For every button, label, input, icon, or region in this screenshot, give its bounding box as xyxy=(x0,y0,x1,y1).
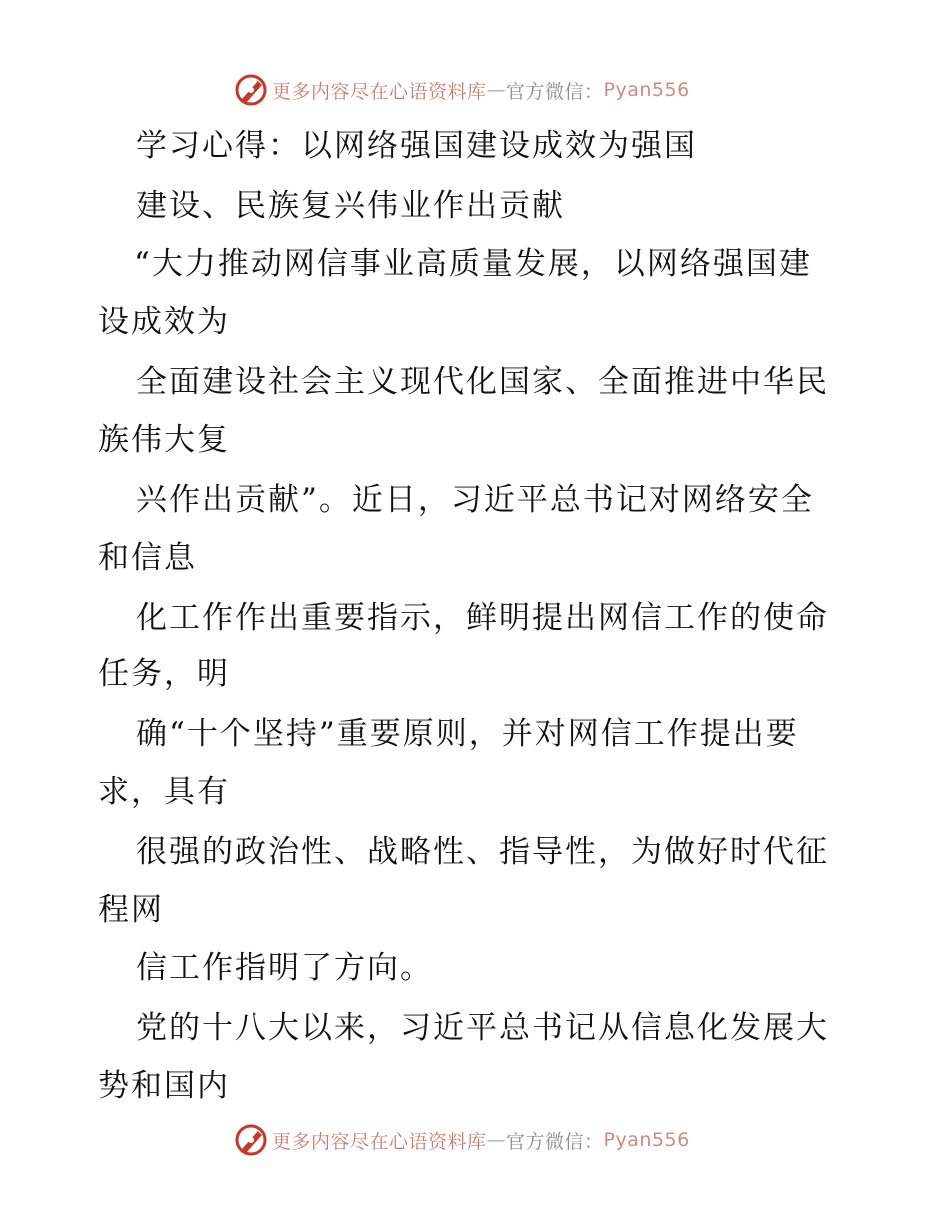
banner-dash: — xyxy=(486,1129,507,1151)
body-line: 确“十个坚持”重要原则，并对网信工作提出要 xyxy=(136,716,799,752)
banner-wechat-id: Pyan556 xyxy=(603,1129,690,1151)
body-line: 信工作指明了方向。 xyxy=(136,950,433,986)
banner-wechat-id: Pyan556 xyxy=(603,79,690,101)
pen-circle-logo-icon xyxy=(234,73,268,107)
banner-dash: — xyxy=(486,79,507,101)
body-line: 全面建设社会主义现代化国家、全面推进中华民 xyxy=(136,364,829,400)
pen-circle-logo-icon xyxy=(234,1123,268,1157)
body-line: 设成效为 xyxy=(98,304,230,340)
document-title-line-2: 建设、民族复兴伟业作出贡献 xyxy=(136,188,565,224)
body-line: 兴作出贡献”。近日，习近平总书记对网络安全 xyxy=(136,482,814,518)
body-line: 程网 xyxy=(98,892,164,928)
body-line: 求，具有 xyxy=(98,774,230,810)
body-line: 党的十八大以来，习近平总书记从信息化发展大 xyxy=(136,1010,829,1046)
body-line: 势和国内 xyxy=(98,1068,230,1104)
document-title-line-1: 学习心得：以网络强国建设成效为强国 xyxy=(136,128,697,164)
body-line: 族伟大复 xyxy=(98,422,230,458)
body-line: “大力推动网信事业高质量发展，以网络强国建 xyxy=(134,246,812,282)
banner-wechat-label: 官方微信： xyxy=(506,80,604,103)
body-line: 很强的政治性、战略性、指导性，为做好时代征 xyxy=(136,834,829,870)
header-banner xyxy=(234,72,690,108)
banner-text: 更多内容尽在心语资料库 xyxy=(272,80,487,103)
body-line: 任务，明 xyxy=(98,656,230,692)
footer-banner xyxy=(234,1122,690,1158)
body-line: 化工作作出重要指示，鲜明提出网信工作的使命 xyxy=(136,600,829,636)
banner-wechat-label: 官方微信： xyxy=(506,1130,604,1153)
body-line: 和信息 xyxy=(98,540,197,576)
banner-text: 更多内容尽在心语资料库 xyxy=(272,1130,487,1153)
